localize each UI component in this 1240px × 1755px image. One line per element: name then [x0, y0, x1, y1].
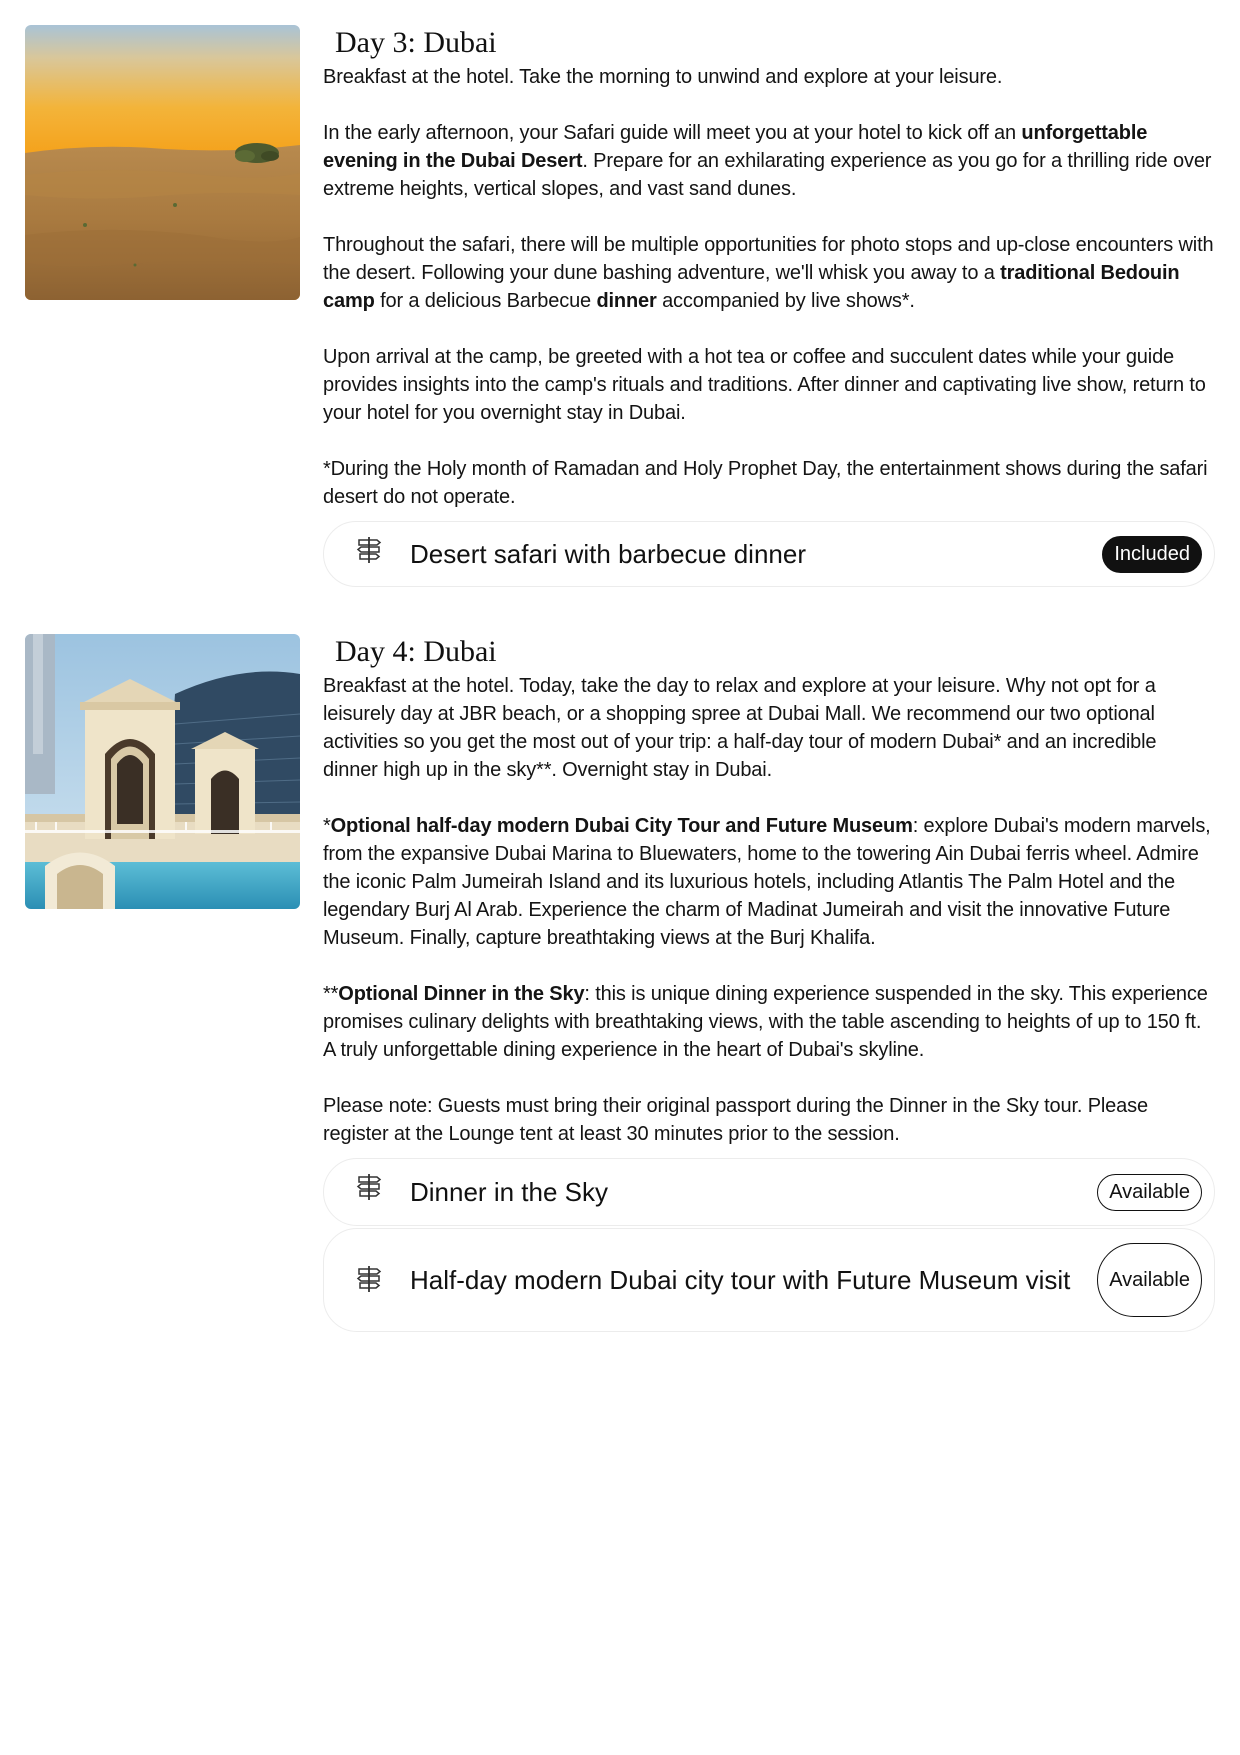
desert-sunset-photo: [25, 25, 300, 300]
day-paragraph: *Optional half-day modern Dubai City Tour and Future Museum: explore Dubai's modern marvels, from the expansive Dubai Marina to Bluewaters, home to the towering Ain Dubai ferris wheel. Admire the iconic Palm Jumeirah Island and its luxurious hotels, including Atlantis The Palm Hotel and the legendary Burj Al Arab. Experience the charm of Madinat Jumeirah and visit the innovative Future Museum. Finally, capture breathtaking views at the Burj Khalifa.: [323, 815, 1211, 949]
dubai-architecture-photo: [25, 634, 300, 909]
activity-label: Dinner in the Sky: [410, 1177, 608, 1207]
activity-label: Desert safari with barbecue dinner: [410, 539, 806, 569]
status-badge: Available: [1097, 1243, 1202, 1317]
signpost-icon: [356, 536, 382, 564]
day-title: Day 3: Dubai: [335, 26, 497, 59]
status-badge: Available: [1097, 1174, 1202, 1211]
day-title: Day 4: Dubai: [335, 635, 497, 668]
day-paragraph: Please note: Guests must bring their original passport during the Dinner in the Sky tour. Please register at the Lounge tent at least 30 minutes prior to the session.: [323, 1095, 1148, 1145]
status-badge: Included: [1102, 536, 1202, 573]
activity-card[interactable]: [323, 1228, 1215, 1332]
day-paragraph: Upon arrival at the camp, be greeted with a hot tea or coffee and succulent dates while your guide provides insights into the camp's rituals and traditions. After dinner and captivating live show, return to your hotel for you overnight stay in Dubai.: [323, 346, 1206, 424]
signpost-icon: [356, 1173, 382, 1201]
day-content: [323, 25, 1215, 587]
day-paragraph: Breakfast at the hotel. Take the morning to unwind and explore at your leisure.: [323, 66, 1003, 88]
day-paragraph: **Optional Dinner in the Sky: this is unique dining experience suspended in the sky. This experience promises culinary delights with breathtaking views, with the table ascending to heights of up to 150 ft. A truly unforgettable dining experience in the heart of Dubai's skyline.: [323, 983, 1208, 1061]
activity-label: Half-day modern Dubai city tour with Future Museum visit: [410, 1265, 1071, 1295]
day-content: [323, 634, 1215, 1332]
day-paragraph: Throughout the safari, there will be multiple opportunities for photo stops and up-close encounters with the desert. Following your dune bashing adventure, we'll whisk you away to a traditional Bedouin camp for a delicious Barbecue dinner accompanied by live shows*.: [323, 234, 1214, 312]
activity-card[interactable]: [323, 521, 1215, 587]
activity-card[interactable]: [323, 1158, 1215, 1226]
footnote: *During the Holy month of Ramadan and Holy Prophet Day, the entertainment shows during the safari desert do not operate.: [323, 458, 1208, 508]
signpost-icon: [356, 1265, 382, 1293]
day-paragraph: In the early afternoon, your Safari guide will meet you at your hotel to kick off an unforgettable evening in the Dubai Desert. Prepare for an exhilarating experience as you go for a thrilling ride over extreme heights, vertical slopes, and vast sand dunes.: [323, 122, 1212, 200]
day-paragraph: Breakfast at the hotel. Today, take the day to relax and explore at your leisure. Why not opt for a leisurely day at JBR beach, or a shopping spree at Dubai Mall. We recommend our two optional activities so you get the most out of your trip: a half-day tour of modern Dubai* and an incredible dinner high up in the sky**. Overnight stay in Dubai.: [323, 675, 1157, 781]
